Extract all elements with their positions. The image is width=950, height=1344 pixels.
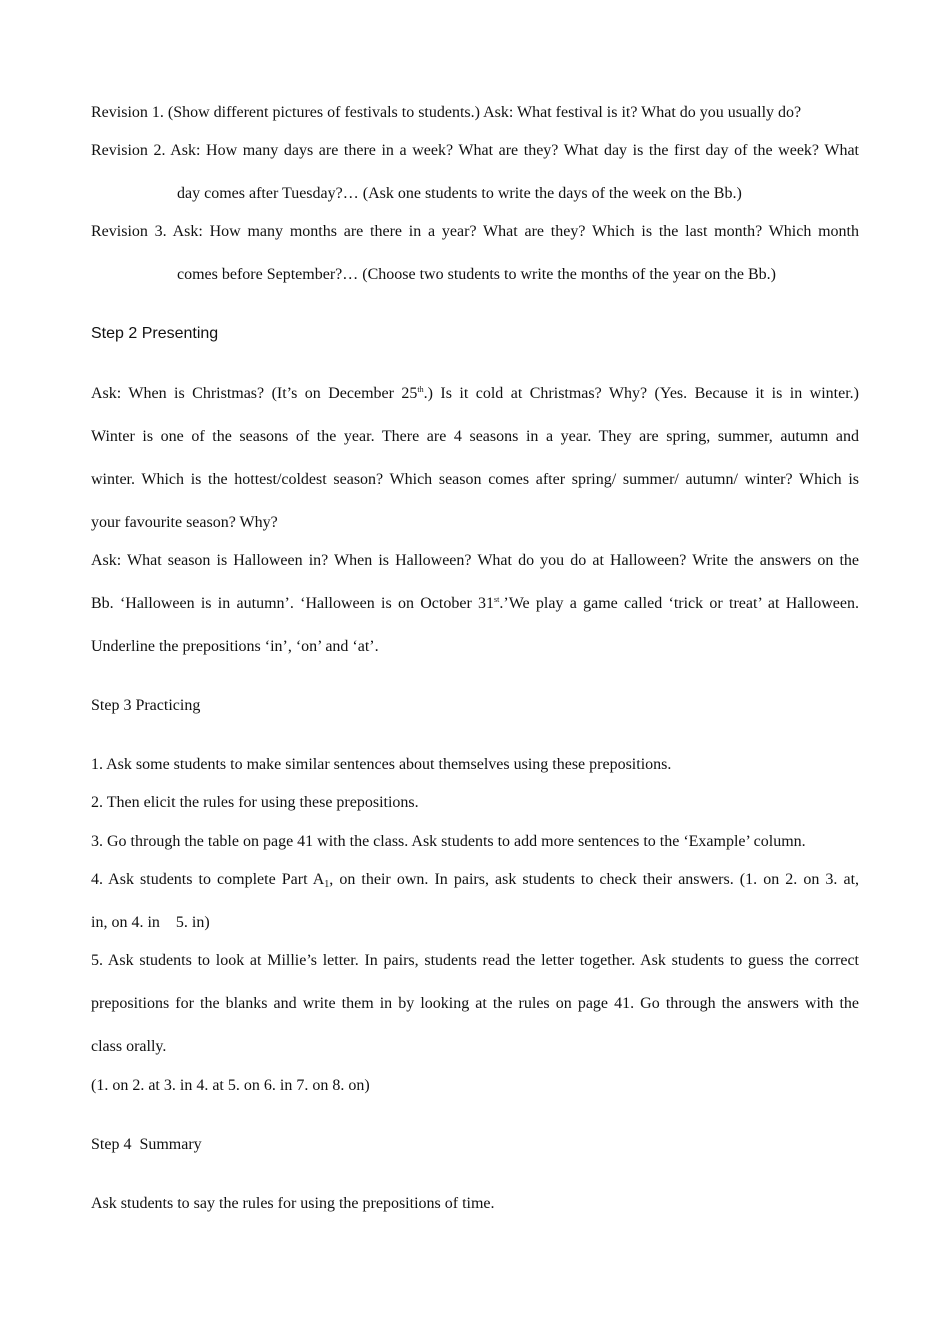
step-3-item-3: 3. Go through the table on page 41 with the class. Ask students to add more sentences to the ‘Example’ column. <box>91 833 806 850</box>
step-2-paragraph-2-line-3: Underline the prepositions ‘in’, ‘on’ and ‘at’. <box>91 638 379 655</box>
step-3-item-4-line-2: in, on 4. in 5. in) <box>91 914 210 931</box>
step-2-paragraph-1-line-2: Winter is one of the seasons of the year. There are 4 seasons in a year. They are spring, summer, autumn and <box>91 428 859 445</box>
step-2-paragraph-2-line-2: Bb. ‘Halloween is in autumn’. ‘Halloween is on October 31st.’We play a game called ‘trick or treat’ at Halloween. <box>91 595 859 612</box>
step-3-item-5-line-1: 5. Ask students to look at Millie’s letter. In pairs, students read the letter together. Ask students to guess the correct <box>91 952 859 969</box>
step-2-paragraph-2-line-1: Ask: What season is Halloween in? When is Halloween? What do you do at Halloween? Write the answers on the <box>91 552 859 569</box>
step-3-item-4-line-1: 4. Ask students to complete Part $A_1$, on their own. In pairs, ask students to check their answers. (1. on 2. on 3. at, <box>91 871 860 890</box>
step-3-item-5-line-3: class orally. <box>91 1038 167 1055</box>
step-4-text: Ask students to say the rules for using the prepositions of time. <box>91 1195 495 1212</box>
step-3-heading: Step 3 Practicing <box>91 697 201 714</box>
step-4-heading: Step 4 Summary <box>91 1136 202 1153</box>
step-2-paragraph-1-line-3: winter. Which is the hottest/coldest season? Which season comes after spring/ summer/ autumn/ winter? Which is <box>91 471 859 488</box>
revision-2-line-2: day comes after Tuesday?… (Ask one students to write the days of the week on the Bb.) <box>177 185 742 202</box>
step-3-item-5-line-2: prepositions for the blanks and write them in by looking at the rules on page 41. Go through the answers with the <box>91 995 859 1012</box>
step-2-paragraph-1-line-4: your favourite season? Why? <box>91 514 278 531</box>
step-3-item-2: 2. Then elicit the rules for using these prepositions. <box>91 794 419 811</box>
step-2-heading: Step 2 Presenting <box>91 325 219 342</box>
revision-3-line-1: Revision 3. Ask: How many months are there in a year? What are they? Which is the last month? Which month <box>91 223 859 240</box>
step-3-item-1: 1. Ask some students to make similar sentences about themselves using these prepositions. <box>91 756 672 773</box>
step-2-paragraph-1-line-1: Ask: When is Christmas? (It’s on December 25th.) Is it cold at Christmas? Why? (Yes. Because it is in winter.) <box>91 385 860 402</box>
revision-3-line-2: comes before September?… (Choose two students to write the months of the year on the Bb.) <box>177 266 776 283</box>
step-3-answers: (1. on 2. at 3. in 4. at 5. on 6. in 7. on 8. on) <box>91 1077 370 1094</box>
revision-1: Revision 1. (Show different pictures of festivals to students.) Ask: What festival is it? What do you usually do? <box>91 104 802 121</box>
revision-2-line-1: Revision 2. Ask: How many days are there in a week? What are they? What day is the first day of the week? What <box>91 142 859 159</box>
